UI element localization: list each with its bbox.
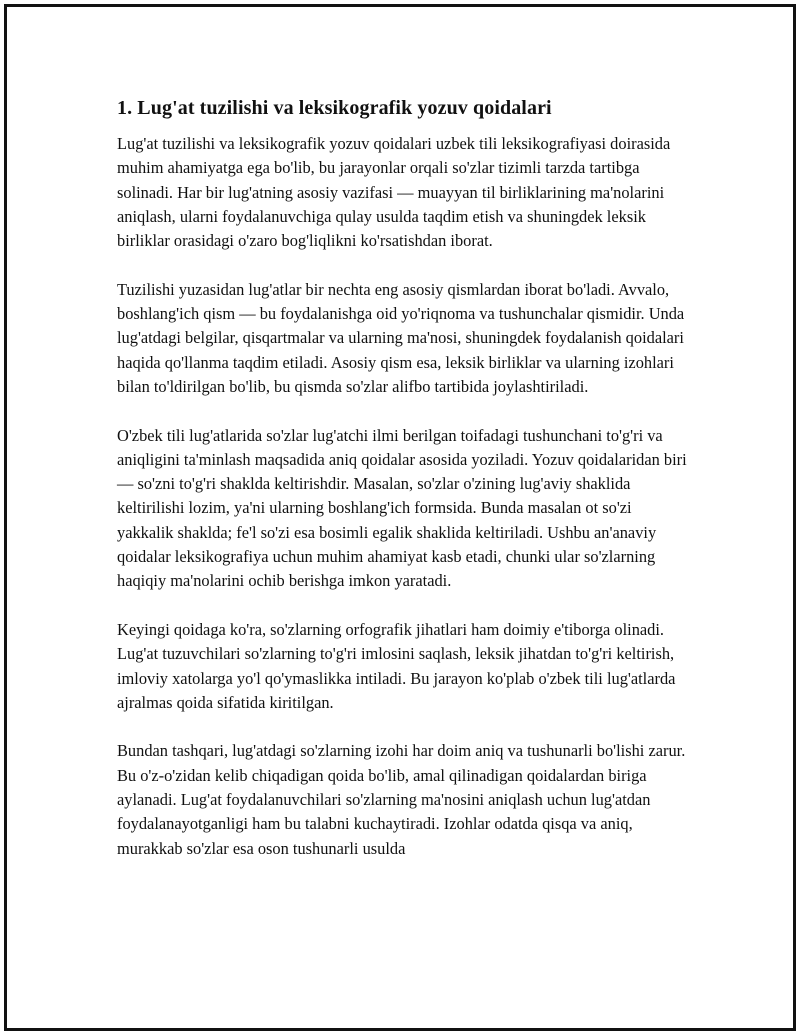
paragraph-4: Keyingi qoidaga ko'ra, so'zlarning orfografik jihatlari ham doimiy e'tiborga olinadi. Lug'at tuzuvchilari so'zlarning to'g'ri imlosini saqlash, leksik jihatdan to'g'ri keltirish, imloviy xatolarga yo'l qo'ymaslikka intiladi. Bu jarayon ko'plab o'zbek tili lug'atlarda ajralmas qoida sifatida kiritilgan. <box>117 619 676 712</box>
paragraph-1: Lug'at tuzilishi va leksikografik yozuv qoidalari uzbek tili leksikografiyasi doirasida muhim ahamiyatga ega bo'lib, bu jarayonlar orqali so'zlar tizimli tarzda tartibga solinadi. Har bir lug'atning asosiy vazifasi — muayyan til birliklarining ma'nolarini aniqlash, ularni foydalanuvchiga qulay usulda taqdim etish va shuningdek leksik birliklar orasidagi o'zaro bog'liqlikni ko'rsatishdan iborat. <box>117 134 671 251</box>
paragraph-5: Bundan tashqari, lug'atdagi so'zlarning izohi har doim aniq va tushunarli bo'lishi zarur. Bu o'z-o'zidan kelib chiqadigan qoida bo'lib, amal qilinadigan qoidalardan biriga aylanadi. Lug'at foydalanuvchilari so'zlarning ma'nosini aniqlash uchun lug'atdan foydalanayotganligi ham bu talabni kuchaytiradi. Izohlar odatda qisqa va aniq, murakkab so'zlar esa oson tushunarli usulda <box>117 741 686 858</box>
paragraph-3: O'zbek tili lug'atlarida so'zlar lug'atchi ilmi berilgan toifadagi tushunchani to'g'ri va aniqligini ta'minlash maqsadida aniq qoidalar asosida yoziladi. Yozuv qoidalaridan biri — so'zni to'g'ri shaklda keltirishdir. Masalan, so'zlar o'zining lug'aviy shaklida keltirilishi lozim, ya'ni ularning boshlang'ich formsida. Bunda masalan ot so'zi yakkalik shaklda; fe'l so'zi esa bosimli egalik shaklida keltiriladi. Ushbu an'anaviy qoidalar leksikografiya uchun muhim ahamiyat kasb etadi, chunki ular so'zlarning haqiqiy ma'nolarini ochib berishga imkon yaratadi. <box>117 425 687 591</box>
section-heading: 1. Lug'at tuzilishi va leksikografik yozuv qoidalari <box>117 97 552 119</box>
document-body <box>117 96 692 885</box>
paragraph-2: Tuzilishi yuzasidan lug'atlar bir nechta eng asosiy qismlardan iborat bo'ladi. Avvalo, boshlang'ich qism — bu foydalanishga oid yo'riqnoma va tushunchalar qismidir. Unda lug'atdagi belgilar, qisqartmalar va ularning ma'nosi, shuningdek foydalanish qoidalari haqida qo'llanma taqdim etiladi. Asosiy qism esa, leksik birliklar va ularning izohlari bilan to'ldirilgan bo'lib, bu qismda so'zlar alifbo tartibida joylashtiriladi. <box>117 279 685 396</box>
